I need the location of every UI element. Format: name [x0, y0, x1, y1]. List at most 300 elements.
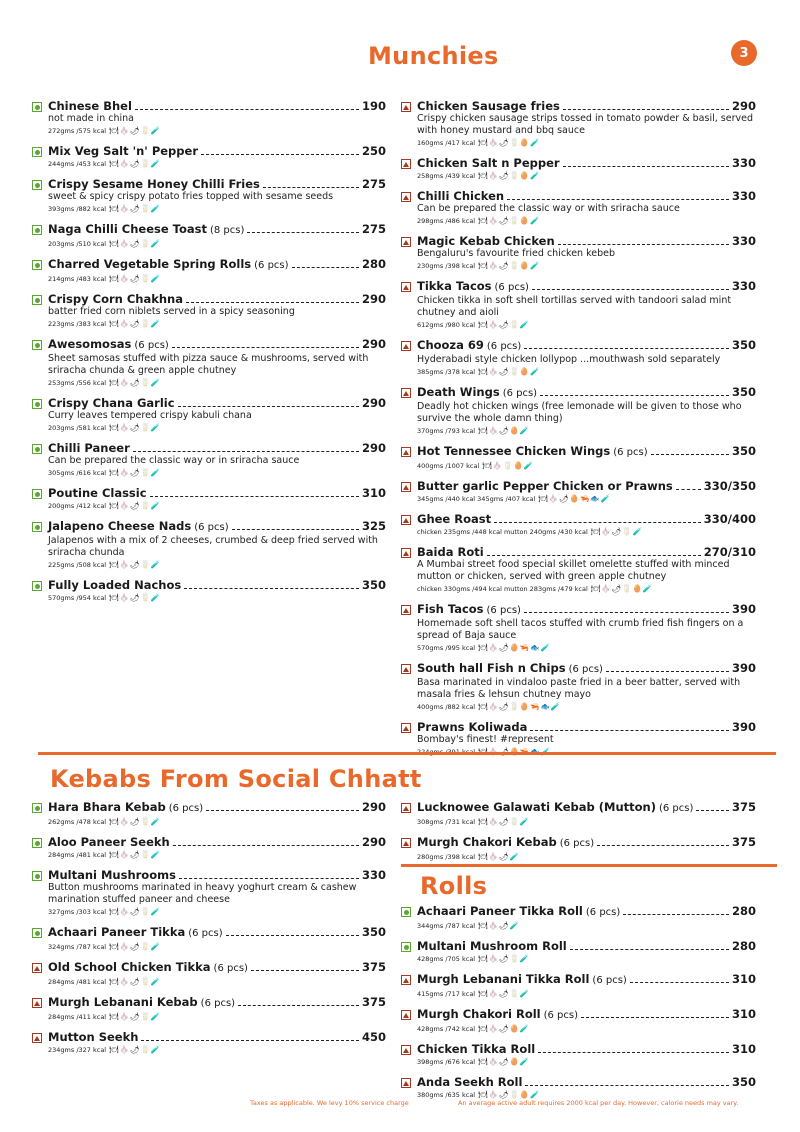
- veg-marker-icon: [32, 444, 42, 454]
- menu-item-name: Lucknowee Galawati Kebab (Mutton): [417, 800, 656, 814]
- menu-item: [32, 1030, 386, 1056]
- menu-item-description: Bengaluru's favourite fried chicken kebeb: [417, 248, 616, 259]
- menu-item-price: 290: [361, 441, 386, 455]
- menu-item: [32, 995, 386, 1023]
- menu-item-name: Multani Mushrooms: [48, 868, 176, 882]
- menu-item-portion: (6 pcs): [486, 605, 521, 616]
- leader-dots: [606, 671, 729, 672]
- menu-item-portion: (6 pcs): [254, 260, 289, 271]
- menu-item-nutrition: [417, 460, 756, 472]
- menu-item-name: Mix Veg Salt 'n' Pepper: [48, 144, 198, 158]
- allergen-icons: 🍽🧄🌶🧪: [478, 921, 520, 930]
- page-number-badge: 3: [731, 40, 757, 66]
- menu-item-nutrition: [48, 273, 386, 285]
- menu-item-name: Naga Chilli Cheese Toast: [48, 222, 207, 236]
- menu-item-weight-calories: 324gms /787 kcal: [48, 943, 107, 951]
- menu-item-line: [417, 720, 756, 734]
- allergen-icons: 🍽🧄🌶🥛🥚🧪: [478, 138, 541, 147]
- menu-item-weight-calories: 305gms /616 kcal: [48, 469, 107, 477]
- menu-item: [401, 904, 756, 932]
- menu-item: [32, 925, 386, 953]
- allergen-icons: 🍽🧄🌶🥛🧪: [109, 319, 162, 328]
- menu-item-weight-calories: 400gms /882 kcal: [417, 703, 476, 711]
- menu-item-line: [48, 99, 386, 113]
- menu-item-weight-calories: 400gms /1007 kcal: [417, 462, 480, 470]
- menu-item-portion: (6 pcs): [613, 447, 648, 458]
- allergen-icons: 🍽🧄🌶🥛🧪: [590, 527, 643, 536]
- menu-item: [401, 1042, 756, 1068]
- menu-item-line: [417, 545, 756, 559]
- leader-dots: [232, 529, 359, 530]
- leader-dots: [238, 1005, 359, 1006]
- nonveg-marker-icon: [401, 282, 411, 292]
- allergen-icons: 🍽🧄🌶🥛🧪: [109, 1045, 162, 1054]
- menu-item-price: 330/350: [703, 479, 756, 493]
- menu-item-line: [48, 995, 386, 1011]
- menu-item-description: Basa marinated in vindaloo paste fried in a beer batter, served with masala fries & lehsun chutney mayo: [417, 677, 741, 700]
- menu-item-name: Prawns Koliwada: [417, 720, 528, 734]
- menu-item-name: Butter garlic Pepper Chicken or Prawns: [417, 479, 673, 493]
- menu-item-nutrition: [48, 592, 386, 604]
- menu-item-line: [48, 960, 386, 976]
- menu-item-weight-calories: 203gms /581 kcal: [48, 424, 107, 432]
- leader-dots: [696, 810, 729, 811]
- menu-item-price: 310: [361, 486, 386, 500]
- veg-marker-icon: [32, 102, 42, 112]
- munchies-right-column: [401, 99, 756, 765]
- veg-marker-icon: [32, 838, 42, 848]
- menu-item-name: Murgh Lebanani Kebab: [48, 995, 198, 1009]
- menu-item: [401, 385, 756, 437]
- menu-item-weight-calories: 284gms /481 kcal: [48, 851, 107, 859]
- menu-item-price: 310: [731, 972, 756, 986]
- menu-item-portion: (8 pcs): [209, 225, 245, 236]
- menu-item-price: 375: [731, 835, 756, 849]
- menu-item-weight-calories: 214gms /483 kcal: [48, 275, 107, 283]
- menu-item-name: Chicken Tikka Roll: [417, 1042, 536, 1056]
- menu-item-price: 290: [361, 292, 386, 306]
- menu-item: [401, 189, 756, 227]
- allergen-icons: 🍽🧄🌶🥚🧪: [478, 1024, 531, 1033]
- menu-item-line: [417, 972, 756, 988]
- nonveg-marker-icon: [401, 548, 411, 558]
- menu-item-description: sweet & spicy crispy potato fries topped with sesame seeds: [48, 191, 334, 202]
- menu-item-weight-calories: 200gms /412 kcal: [48, 502, 107, 510]
- menu-item-line: [417, 1007, 756, 1023]
- menu-item-nutrition: [48, 125, 386, 137]
- leader-dots: [540, 395, 729, 396]
- veg-marker-icon: [32, 489, 42, 499]
- menu-item-price: 350: [731, 1075, 756, 1089]
- kebabs-right-column: [401, 800, 756, 870]
- menu-item-nutrition: [48, 500, 386, 512]
- menu-item-line: [48, 222, 386, 238]
- veg-marker-icon: [401, 907, 411, 917]
- leader-dots: [184, 588, 359, 589]
- menu-item-price: 325: [361, 519, 386, 533]
- allergen-icons: 🍽🧄🌶🥚🦐🐟🧪: [538, 494, 612, 503]
- leader-dots: [630, 982, 729, 983]
- leader-dots: [563, 166, 729, 167]
- menu-item-nutrition: [48, 158, 386, 170]
- menu-item-weight-calories: 284gms /481 kcal: [48, 978, 107, 986]
- menu-item-name: Chicken Salt n Pepper: [417, 156, 560, 170]
- allergen-icons: 🍽🧄🌶🥚🧪: [478, 1057, 531, 1066]
- veg-marker-icon: [401, 942, 411, 952]
- menu-item-price: 375: [361, 960, 386, 974]
- footer-calorie-note: An average active adult requires 2000 kcal per day. However, calorie needs may vary.: [458, 1099, 739, 1107]
- menu-item: [401, 512, 756, 538]
- menu-item: [401, 444, 756, 472]
- menu-item-description: Curry leaves tempered crispy kabuli chana: [48, 410, 252, 421]
- menu-item-line: [48, 292, 386, 306]
- nonveg-marker-icon: [401, 447, 411, 457]
- menu-item-nutrition: [417, 170, 756, 182]
- leader-dots: [135, 109, 359, 110]
- leader-dots: [251, 970, 359, 971]
- menu-item-weight-calories: 370gms /793 kcal: [417, 427, 476, 435]
- menu-item-nutrition: [48, 941, 386, 953]
- menu-item-name: Hot Tennessee Chicken Wings: [417, 444, 611, 458]
- menu-item-line: [48, 868, 386, 882]
- munchies-left-column: [32, 99, 386, 611]
- menu-item-line: [48, 1030, 386, 1044]
- allergen-icons: 🍽🧄🌶🥛🥚🧪: [478, 367, 541, 376]
- veg-marker-icon: [32, 147, 42, 157]
- menu-item-description: not made in china: [48, 113, 134, 124]
- menu-item: [32, 960, 386, 988]
- veg-marker-icon: [32, 295, 42, 305]
- nonveg-marker-icon: [401, 1045, 411, 1055]
- menu-item-nutrition: [48, 1044, 386, 1056]
- menu-item-line: [417, 279, 756, 295]
- menu-item: [32, 486, 386, 512]
- menu-item-line: [417, 512, 756, 526]
- allergen-icons: 🍽🧄🌶🥛🧪: [109, 501, 162, 510]
- menu-item-price: 390: [731, 602, 756, 616]
- allergen-icons: 🍽🧄🌶🥛🧪: [109, 159, 162, 168]
- menu-item-nutrition: [417, 583, 756, 595]
- menu-item: [401, 234, 756, 272]
- menu-item-nutrition: [48, 203, 386, 215]
- menu-item-name: Fish Tacos: [417, 602, 484, 616]
- menu-item-line: [417, 444, 756, 460]
- menu-item-line: [48, 144, 386, 158]
- menu-item: [401, 279, 756, 331]
- menu-item-line: [48, 925, 386, 941]
- menu-item-description: Can be prepared the classic way or with sriracha sauce: [417, 203, 680, 214]
- veg-marker-icon: [32, 803, 42, 813]
- menu-item-portion: (6 pcs): [486, 341, 522, 352]
- veg-marker-icon: [32, 180, 42, 190]
- menu-item-price: 350: [361, 578, 386, 592]
- menu-item-name: Ghee Roast: [417, 512, 492, 526]
- menu-item: [32, 441, 386, 479]
- kebabs-title: Kebabs From Social Chhatt: [50, 765, 422, 793]
- nonveg-marker-icon: [401, 838, 411, 848]
- menu-item-portion: (6 pcs): [168, 803, 204, 814]
- menu-item: [32, 519, 386, 571]
- menu-item-portion: (6 pcs): [200, 998, 236, 1009]
- menu-item-line: [417, 835, 756, 851]
- menu-item-weight-calories: 612gms /980 kcal: [417, 321, 476, 329]
- allergen-icons: 🍽🧄🌶🥛🥚🧪: [478, 261, 541, 270]
- allergen-icons: 🍽🧄🌶🥛🧪: [109, 423, 162, 432]
- menu-item-price: 275: [361, 222, 386, 236]
- menu-item-description: Homemade soft shell tacos stuffed with crumb fried fish fingers on a spread of Baja sauce: [417, 618, 744, 641]
- menu-item-portion: (6 pcs): [502, 388, 538, 399]
- leader-dots: [247, 232, 359, 233]
- menu-item-portion: (6 pcs): [188, 928, 223, 939]
- menu-item: [32, 578, 386, 604]
- nonveg-marker-icon: [401, 102, 411, 112]
- leader-dots: [524, 612, 729, 613]
- menu-item-name: Mutton Seekh: [48, 1030, 139, 1044]
- menu-item-nutrition: [417, 319, 756, 331]
- allergen-icons: 🍽🧄🌶🥛🧪: [109, 817, 162, 826]
- menu-item-nutrition: [417, 1056, 756, 1068]
- leader-dots: [623, 914, 729, 915]
- menu-item: [401, 156, 756, 182]
- leader-dots: [206, 810, 359, 811]
- menu-item: [401, 939, 756, 965]
- menu-item-portion: (6 pcs): [568, 664, 603, 675]
- menu-item-price: 390: [731, 661, 756, 675]
- menu-item-weight-calories: 272gms /575 kcal: [48, 127, 107, 135]
- menu-item-portion: (6 pcs): [134, 340, 169, 351]
- menu-item-weight-calories: 262gms /478 kcal: [48, 818, 107, 826]
- menu-item-name: Crispy Chana Garlic: [48, 396, 175, 410]
- veg-marker-icon: [32, 928, 42, 938]
- allergen-icons: 🍽🧄🌶🥚🧪: [478, 426, 531, 435]
- menu-item-name: Awesomosas: [48, 337, 132, 351]
- allergen-icons: 🍽🧄🌶🥛🧪: [109, 126, 162, 135]
- leader-dots: [525, 1085, 729, 1086]
- menu-item-nutrition: [417, 816, 756, 828]
- menu-item: [32, 835, 386, 861]
- leader-dots: [226, 935, 359, 936]
- menu-item-portion: (6 pcs): [494, 282, 529, 293]
- menu-item-name: Jalapeno Cheese Nads: [48, 519, 192, 533]
- allergen-icons: 🍽🧄🌶🥛🧪: [109, 942, 162, 951]
- menu-item: [401, 99, 756, 149]
- menu-item-nutrition: [417, 1023, 756, 1035]
- allergen-icons: 🍽🧄🌶🥛🥚🧪: [478, 1090, 541, 1099]
- leader-dots: [530, 730, 729, 731]
- menu-item-name: Crispy Sesame Honey Chilli Fries: [48, 177, 260, 191]
- menu-item-nutrition: [417, 701, 756, 713]
- menu-item-price: 350: [731, 385, 756, 399]
- menu-item-nutrition: [417, 642, 756, 654]
- menu-item-price: 330: [731, 234, 756, 248]
- nonveg-marker-icon: [401, 341, 411, 351]
- menu-item: [401, 1075, 756, 1101]
- menu-item-name: Baida Roti: [417, 545, 484, 559]
- menu-item: [401, 835, 756, 863]
- menu-item-weight-calories: 258gms /439 kcal: [417, 172, 476, 180]
- menu-item-weight-calories: 570gms /954 kcal: [48, 594, 107, 602]
- menu-item-description: Jalapenos with a mix of 2 cheeses, crumbed & deep fried served with sriracha chunda: [48, 535, 378, 558]
- menu-item-weight-calories: 415gms /717 kcal: [417, 990, 476, 998]
- menu-item-nutrition: [417, 493, 756, 505]
- menu-item-line: [417, 338, 756, 354]
- menu-item: [401, 545, 756, 595]
- leader-dots: [651, 454, 729, 455]
- nonveg-marker-icon: [401, 159, 411, 169]
- menu-item-weight-calories: 344gms /787 kcal: [417, 922, 476, 930]
- menu-item-portion: (6 pcs): [592, 975, 627, 986]
- menu-item-nutrition: [417, 526, 756, 538]
- menu-item-name: Chinese Bhel: [48, 99, 132, 113]
- menu-item-nutrition: [417, 137, 756, 149]
- menu-item-line: [48, 441, 386, 455]
- menu-item-price: 275: [361, 177, 386, 191]
- menu-item-nutrition: [48, 976, 386, 988]
- leader-dots: [597, 845, 729, 846]
- menu-item-name: Anda Seekh Roll: [417, 1075, 523, 1089]
- menu-item-line: [48, 486, 386, 500]
- menu-item-price: 350: [731, 444, 756, 458]
- menu-item-price: 290: [361, 835, 386, 849]
- menu-item: [401, 479, 756, 505]
- menu-item-line: [48, 578, 386, 592]
- menu-item-name: Multani Mushroom Roll: [417, 939, 567, 953]
- menu-item-price: 350: [731, 338, 756, 352]
- nonveg-marker-icon: [401, 975, 411, 985]
- menu-item: [401, 972, 756, 1000]
- leader-dots: [178, 406, 359, 407]
- menu-item-line: [417, 904, 756, 920]
- veg-marker-icon: [32, 581, 42, 591]
- menu-item: [401, 1007, 756, 1035]
- menu-item-portion: (6 pcs): [543, 1010, 579, 1021]
- menu-item-nutrition: [417, 920, 756, 932]
- menu-item-price: 330: [731, 279, 756, 293]
- menu-item-description: A Mumbai street food special skillet omelette stuffed with minced mutton or chicken, served with green apple chutney: [417, 559, 730, 582]
- leader-dots: [150, 496, 359, 497]
- menu-item-weight-calories: 428gms /742 kcal: [417, 1025, 476, 1033]
- nonveg-marker-icon: [401, 605, 411, 615]
- menu-item-price: 270/310: [703, 545, 756, 559]
- allergen-icons: 🍽🧄🌶🥛🥚🦐🐟🧪: [478, 702, 562, 711]
- menu-item-weight-calories: 393gms /882 kcal: [48, 205, 107, 213]
- menu-item-name: Tikka Tacos: [417, 279, 492, 293]
- allergen-icons: 🍽🧄🌶🥛🧪: [109, 239, 162, 248]
- allergen-icons: 🍽🧄🌶🥛🧪: [109, 907, 162, 916]
- allergen-icons: 🍽🧄🌶🥛🥚🧪: [478, 216, 541, 225]
- menu-item-name: Achaari Paneer Tikka Roll: [417, 904, 583, 918]
- menu-item-name: Aloo Paneer Seekh: [48, 835, 170, 849]
- menu-item: [32, 800, 386, 828]
- allergen-icons: 🍽🧄🥛🥚🧪: [482, 461, 535, 470]
- menu-item-price: 450: [361, 1030, 386, 1044]
- menu-item-nutrition: [417, 851, 756, 863]
- menu-item-price: 280: [361, 257, 386, 271]
- menu-item-description: Bombay's finest! #represent: [417, 734, 554, 745]
- nonveg-marker-icon: [401, 192, 411, 202]
- leader-dots: [581, 1017, 729, 1018]
- allergen-icons: 🍽🧄🌶🥛🧪: [109, 593, 162, 602]
- menu-item-weight-calories: 280gms /398 kcal: [417, 853, 476, 861]
- nonveg-marker-icon: [401, 1078, 411, 1088]
- allergen-icons: 🍽🧄🌶🥛🧪: [109, 378, 162, 387]
- menu-item: [32, 868, 386, 918]
- menu-item-nutrition: [48, 318, 386, 330]
- leader-dots: [487, 555, 701, 556]
- menu-item-weight-calories: 234gms /327 kcal: [48, 1046, 107, 1054]
- menu-item-name: Crispy Corn Chakhna: [48, 292, 184, 306]
- allergen-icons: 🍽🧄🌶🥛🧪: [109, 977, 162, 986]
- leader-dots: [173, 845, 359, 846]
- menu-item: [32, 144, 386, 170]
- menu-item-weight-calories: 380gms /635 kcal: [417, 1091, 476, 1099]
- footer-tax-note: Taxes as applicable. We levy 10% service charge: [250, 1099, 409, 1107]
- menu-item-line: [48, 835, 386, 849]
- menu-item-portion: (6 pcs): [658, 803, 694, 814]
- menu-item-portion: (6 pcs): [559, 838, 595, 849]
- menu-item-weight-calories: 308gms /731 kcal: [417, 818, 476, 826]
- leader-dots: [532, 289, 729, 290]
- nonveg-marker-icon: [32, 963, 42, 973]
- menu-item-line: [48, 396, 386, 410]
- menu-item-price: 310: [731, 1007, 756, 1021]
- menu-item-line: [48, 337, 386, 353]
- menu-item-price: 330: [361, 868, 386, 882]
- menu-item: [401, 800, 756, 828]
- allergen-icons: 🍽🧄🌶🥛🥚🧪: [590, 584, 654, 593]
- menu-item-price: 190: [361, 99, 386, 113]
- leader-dots: [141, 1040, 359, 1041]
- menu-item-weight-calories: 223gms /383 kcal: [48, 320, 107, 328]
- nonveg-marker-icon: [401, 803, 411, 813]
- menu-item-nutrition: [48, 816, 386, 828]
- menu-item-name: Hara Bhara Kebab: [48, 800, 166, 814]
- menu-item-nutrition: [48, 906, 386, 918]
- leader-dots: [558, 244, 729, 245]
- menu-item-nutrition: [48, 238, 386, 250]
- menu-item-line: [417, 234, 756, 248]
- menu-item-nutrition: [417, 953, 756, 965]
- menu-item-weight-calories: 230gms /398 kcal: [417, 262, 476, 270]
- allergen-icons: 🍽🧄🌶🥛🧪: [478, 320, 531, 329]
- menu-item-price: 375: [731, 800, 756, 814]
- leader-dots: [538, 1052, 729, 1053]
- leader-dots: [563, 109, 729, 110]
- menu-item-weight-calories: 385gms /378 kcal: [417, 368, 476, 376]
- menu-item-line: [417, 1042, 756, 1056]
- rolls-divider: [401, 864, 777, 867]
- menu-item-weight-calories: chicken 330gms /494 kcal mutton 283gms /479 kcal: [417, 585, 588, 593]
- menu-item: [32, 222, 386, 250]
- menu-item-nutrition: [417, 260, 756, 272]
- menu-item-nutrition: [48, 377, 386, 389]
- allergen-icons: 🍽🧄🌶🥛🧪: [109, 1012, 162, 1021]
- menu-item-price: 375: [361, 995, 386, 1009]
- menu-item-nutrition: [417, 988, 756, 1000]
- menu-item-weight-calories: 253gms /556 kcal: [48, 379, 107, 387]
- menu-item-weight-calories: 225gms /508 kcal: [48, 561, 107, 569]
- leader-dots: [201, 154, 359, 155]
- menu-item-name: Charred Vegetable Spring Rolls: [48, 257, 252, 271]
- menu-item-nutrition: [48, 467, 386, 479]
- nonveg-marker-icon: [401, 515, 411, 525]
- veg-marker-icon: [32, 260, 42, 270]
- leader-dots: [524, 348, 729, 349]
- menu-item: [32, 177, 386, 215]
- menu-item-description: Button mushrooms marinated in heavy yoghurt cream & cashew marination stuffed paneer and cheese: [48, 882, 357, 905]
- menu-item-line: [48, 257, 386, 273]
- menu-item-price: 280: [731, 939, 756, 953]
